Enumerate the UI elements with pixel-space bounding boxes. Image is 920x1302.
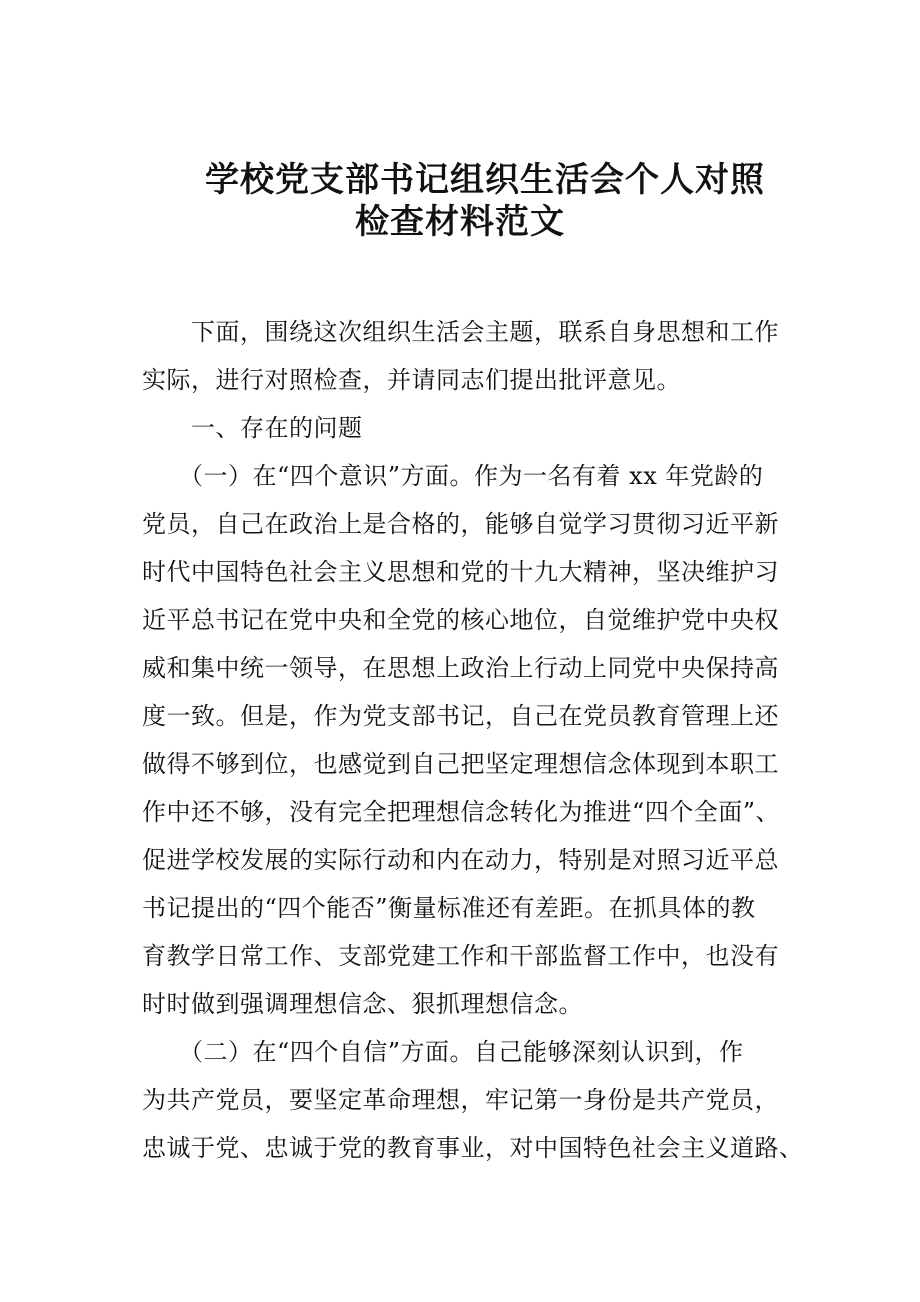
body-line: 党员，自己在政治上是合格的，能够自觉学习贯彻习近平新 [142,510,779,538]
body-line: 做得不够到位，也感觉到自己把坚定理想信念体现到本职工 [142,750,779,778]
body-line: 育教学日常工作、支部党建工作和干部监督工作中，也没有 [142,942,779,970]
body-line: （一）在“四个意识”方面。作为一名有着 xx 年党龄的 [142,462,764,490]
body-line: 威和集中统一领导，在思想上政治上行动上同党中央保持高 [142,654,779,682]
body-line: 书记提出的“四个能否”衡量标准还有差距。在抓具体的教 [142,894,756,922]
body-line: 度一致。但是，作为党支部书记，自己在党员教育管理上还 [142,702,779,730]
body-line: 时时做到强调理想信念、狠抓理想信念。 [142,990,583,1018]
body-line: 作中还不够，没有完全把理想信念转化为推进“四个全面”、 [142,798,781,826]
body-line: 下面，围绕这次组织生活会主题，联系自身思想和工作 [142,318,779,346]
body-line: 为共产党员，要坚定革命理想，牢记第一身份是共产党员， [142,1086,779,1114]
document-title-line-2: 检查材料范文 [355,202,565,242]
document-title-line-1: 学校党支部书记组织生活会个人对照 [205,160,765,200]
body-line: 促进学校发展的实际行动和内在动力，特别是对照习近平总 [142,846,779,874]
body-line: （二）在“四个自信”方面。自己能够深刻认识到，作 [142,1038,744,1066]
body-line: 实际，进行对照检查，并请同志们提出批评意见。 [142,366,681,394]
body-line: 近平总书记在党中央和全党的核心地位，自觉维护党中央权 [142,606,779,634]
body-line: 一、存在的问题 [142,414,363,442]
body-line: 忠诚于党、忠诚于党的教育事业，对中国特色社会主义道路、 [142,1134,804,1162]
body-line: 时代中国特色社会主义思想和党的十九大精神，坚决维护习 [142,558,779,586]
